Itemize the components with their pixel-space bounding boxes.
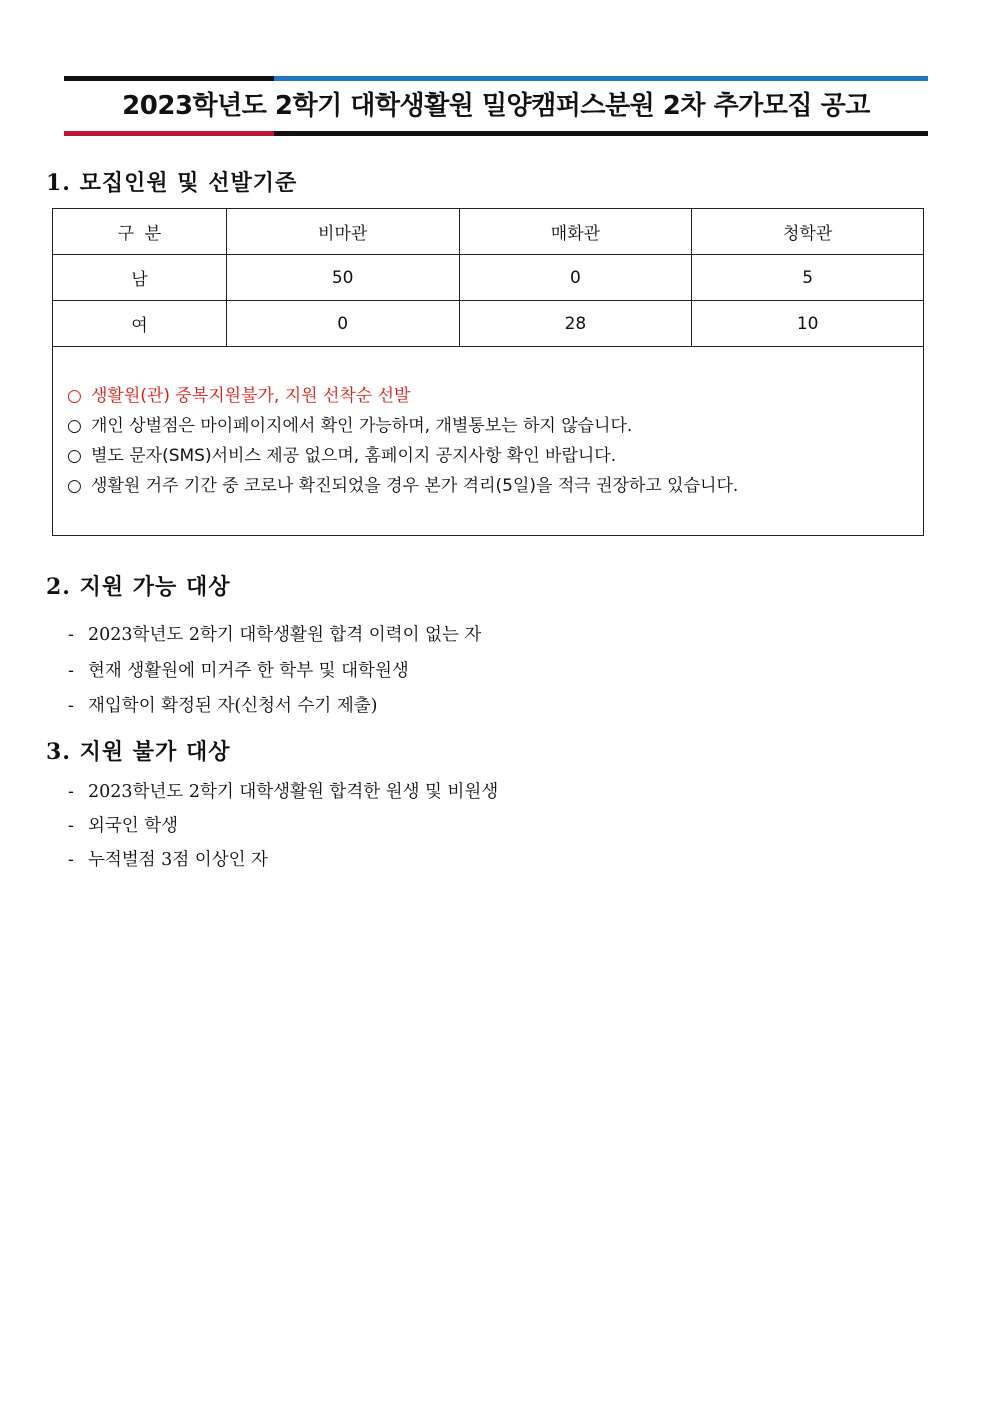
note-text: 개인 상벌점은 마이페이지에서 확인 가능하며, 개별통보는 하지 않습니다. xyxy=(91,416,633,436)
row-label-male: 남 xyxy=(53,255,227,301)
list-item-text: 외국인 학생 xyxy=(88,816,179,836)
list-item: - 재입학이 확정된 자(신청서 수기 제출) xyxy=(68,696,378,716)
list-item: - 누적벌점 3점 이상인 자 xyxy=(68,850,268,870)
header-cell-bima: 비마관 xyxy=(226,209,459,255)
list-item: - 현재 생활원에 미거주 한 학부 및 대학원생 xyxy=(68,661,409,681)
header-cell-category: 구 분 xyxy=(53,209,227,255)
header-cell-maehwa: 매화관 xyxy=(459,209,692,255)
title-bottom-rule xyxy=(64,131,928,136)
note-text: 별도 문자(SMS)서비스 제공 없으며, 홈페이지 공지사항 확인 바랍니다. xyxy=(91,446,617,466)
table-cell: 50 xyxy=(226,255,459,301)
note-item xyxy=(67,471,923,501)
circle-bullet-icon: ○ xyxy=(67,416,82,436)
title-banner xyxy=(64,76,928,136)
note-item xyxy=(67,381,923,411)
eligible-list xyxy=(68,621,481,727)
list-item: - 2023학년도 2학기 대학생활원 합격 이력이 없는 자 xyxy=(68,625,482,645)
table-cell: 0 xyxy=(226,301,459,347)
note-text: 생활원(관) 중복지원불가, 지원 선착순 선발 xyxy=(91,386,411,406)
table-header-row xyxy=(53,209,924,255)
row-label-female: 여 xyxy=(53,301,227,347)
section-1-heading: 1. 모집인원 및 선발기준 xyxy=(46,170,298,196)
table-row xyxy=(53,255,924,301)
section-2-heading: 2. 지원 가능 대상 xyxy=(46,574,231,600)
table-cell: 10 xyxy=(692,301,924,347)
list-item-text: 누적벌점 3점 이상인 자 xyxy=(88,850,268,870)
page-title: 2023학년도 2학기 대학생활원 밀양캠퍼스분원 2차 추가모집 공고 xyxy=(122,91,870,121)
header-cell-cheonghak: 청학관 xyxy=(692,209,924,255)
table-cell: 0 xyxy=(459,255,692,301)
note-item xyxy=(67,411,923,441)
list-item-text: 2023학년도 2학기 대학생활원 합격한 원생 및 비원생 xyxy=(88,782,499,802)
list-item: - 외국인 학생 xyxy=(68,816,179,836)
table-row xyxy=(53,301,924,347)
section-3-heading: 3. 지원 불가 대상 xyxy=(46,739,231,765)
table-cell: 5 xyxy=(692,255,924,301)
note-item xyxy=(67,441,923,471)
notes-cell xyxy=(53,347,924,536)
list-item-text: 현재 생활원에 미거주 한 학부 및 대학원생 xyxy=(88,661,409,681)
recruitment-table xyxy=(52,208,924,536)
list-item-text: 재입학이 확정된 자(신청서 수기 제출) xyxy=(88,696,378,716)
circle-bullet-icon: ○ xyxy=(67,446,82,466)
ineligible-list xyxy=(68,778,498,880)
circle-bullet-icon: ○ xyxy=(67,476,82,496)
notes-row xyxy=(53,347,924,536)
table-cell: 28 xyxy=(459,301,692,347)
circle-bullet-icon: ○ xyxy=(67,386,82,406)
list-item-text: 2023학년도 2학기 대학생활원 합격 이력이 없는 자 xyxy=(88,625,482,645)
list-item: - 2023학년도 2학기 대학생활원 합격한 원생 및 비원생 xyxy=(68,782,499,802)
note-text: 생활원 거주 기간 중 코로나 확진되었을 경우 본가 격리(5일)을 적극 권장하고 있습니다. xyxy=(91,476,739,496)
